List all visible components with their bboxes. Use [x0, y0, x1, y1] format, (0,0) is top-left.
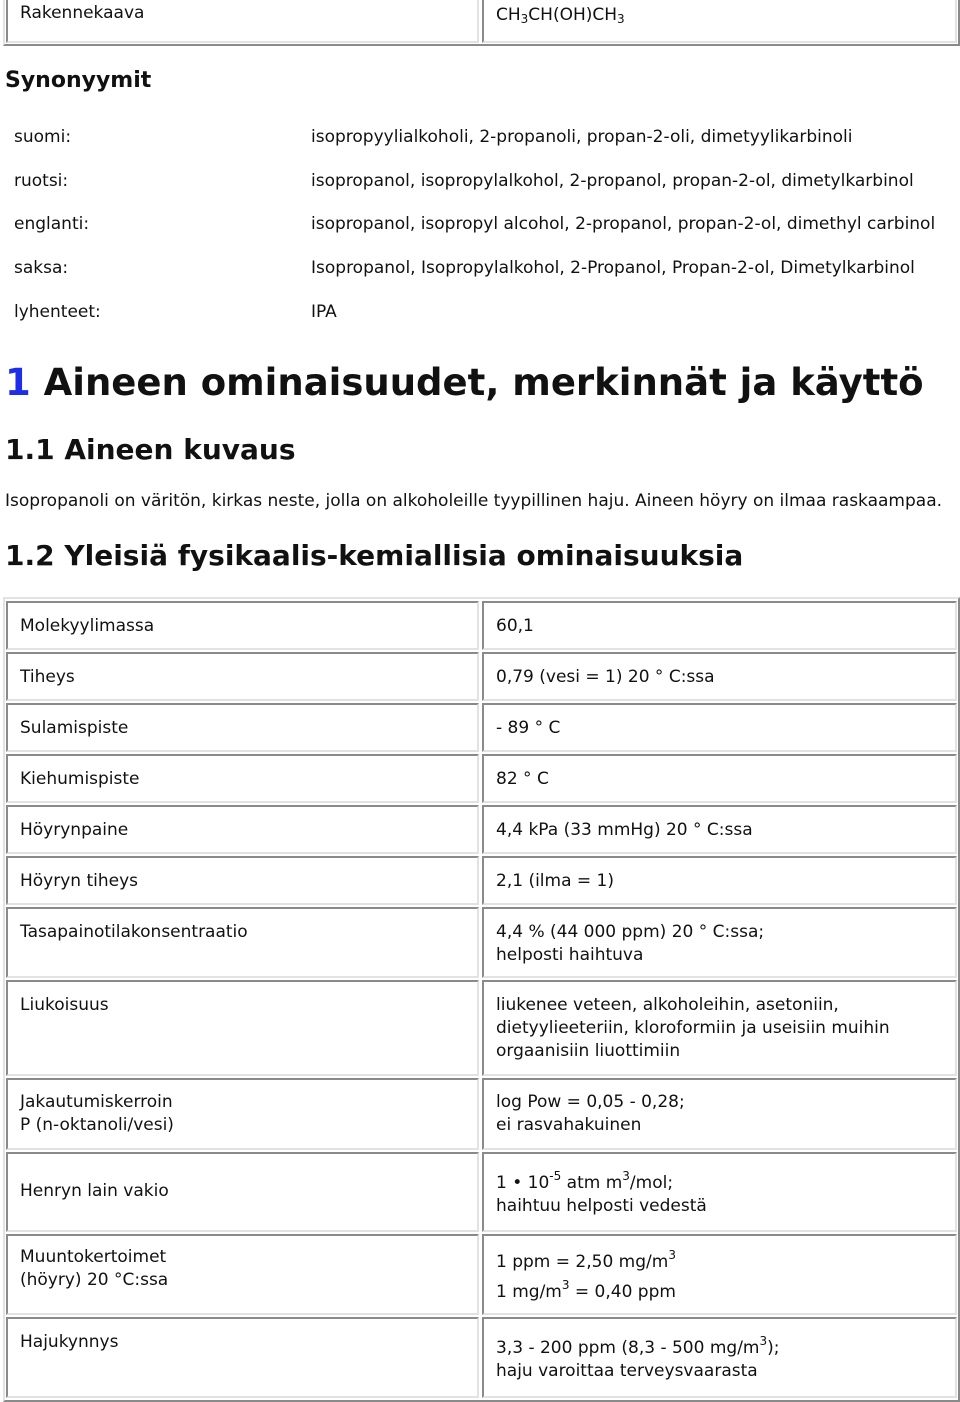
melting-point-label: Sulamispiste: [20, 718, 129, 738]
prop-value-cell: [482, 1317, 957, 1398]
prop-value-cell: [482, 856, 957, 905]
synonym-value-en: isopropanol, isopropyl alcohol, 2-propanol, propan-2-ol, dimethyl carbinol: [311, 214, 936, 234]
vapor-pressure-value: 4,4 kPa (33 mmHg) 20 ° C:ssa: [496, 820, 753, 840]
formula-value: $CH_3CH(OH)CH_3$: [496, 5, 625, 26]
prop-label-cell: [6, 601, 479, 650]
partition-label-line: Jakautumiskerroin: [20, 1092, 173, 1112]
prop-value-cell: [482, 703, 957, 752]
equilibrium-label: Tasapainotilakonsentraatio: [20, 922, 248, 942]
prop-value-cell: [482, 1152, 957, 1232]
melting-point-value: - 89 ° C: [496, 718, 561, 738]
synonym-value-fi: isopropyylialkoholi, 2-propanoli, propan-2-oli, dimetyylikarbinoli: [311, 127, 853, 147]
section-1-heading: [5, 361, 924, 405]
boiling-point-label: Kiehumispiste: [20, 769, 140, 789]
synonym-value-abbr: IPA: [311, 302, 337, 322]
section-1-number: 1: [5, 361, 31, 404]
vapor-density-label: Höyryn tiheys: [20, 871, 139, 891]
equilibrium-value-line: 4,4 % (44 000 ppm) 20 ° C:ssa;: [496, 922, 765, 942]
synonym-label-en: englanti:: [14, 214, 90, 234]
section-1-1-heading: 1.1 Aineen kuvaus: [5, 433, 296, 466]
prop-value-cell: [482, 1234, 957, 1315]
solubility-value-line: liukenee veteen, alkoholeihin, asetoniin,: [496, 995, 839, 1015]
prop-label-cell: [6, 907, 479, 978]
odor-threshold-value-line: haju varoittaa terveysvaarasta: [496, 1361, 758, 1381]
conversion-value-line: 1 ppm = 2,50 $mg/m^3$: [496, 1248, 676, 1272]
prop-value-cell: [482, 980, 957, 1076]
synonym-label-de: saksa:: [14, 258, 69, 278]
vapor-density-value: 2,1 (ilma = 1): [496, 871, 614, 891]
formula-value-cell: [482, 0, 957, 43]
formula-label: Rakennekaava: [20, 3, 145, 23]
odor-threshold-label: Hajukynnys: [20, 1332, 119, 1352]
prop-label-cell: [6, 980, 479, 1076]
prop-label-cell: [6, 652, 479, 701]
prop-label-cell: [6, 754, 479, 803]
molar-mass-value: 60,1: [496, 616, 534, 636]
prop-value-cell: [482, 754, 957, 803]
conversion-label-line: (höyry) 20 °C:ssa: [20, 1270, 169, 1290]
synonym-label-sv: ruotsi:: [14, 171, 69, 191]
density-value: 0,79 (vesi = 1) 20 ° C:ssa: [496, 667, 715, 687]
molar-mass-label: Molekyylimassa: [20, 616, 155, 636]
partition-value-line: ei rasvahakuinen: [496, 1115, 642, 1135]
prop-value-cell: [482, 805, 957, 854]
vapor-pressure-label: Höyrynpaine: [20, 820, 129, 840]
prop-value-cell: [482, 601, 957, 650]
odor-threshold-value-line: 3,3 - 200 ppm (8,3 - 500 $mg/m^3$);: [496, 1334, 780, 1358]
prop-label-cell: [6, 1078, 479, 1150]
section-1-2-heading: 1.2 Yleisiä fysikaalis-kemiallisia ominaisuuksia: [5, 539, 744, 572]
synonym-value-sv: isopropanol, isopropylalkohol, 2-propanol, propan-2-ol, dimetylkarbinol: [311, 171, 914, 191]
partition-value-line: log Pow = 0,05 - 0,28;: [496, 1092, 685, 1112]
synonym-label-fi: suomi:: [14, 127, 72, 147]
synonyms-heading: Synonyymit: [5, 68, 152, 93]
prop-label-cell: [6, 703, 479, 752]
henry-value-line: 1 • $10^{-5}$ atm $m^3$/mol;: [496, 1169, 674, 1193]
prop-label-cell: [6, 1317, 479, 1398]
section-1-title: Aineen ominaisuudet, merkinnät ja käyttö: [43, 361, 924, 404]
solubility-value-line: dietyylieeteriin, kloroformiin ja useisiin muihin: [496, 1018, 890, 1038]
boiling-point-value: 82 ° C: [496, 769, 549, 789]
prop-label-cell: [6, 1234, 479, 1315]
prop-label-cell: [6, 805, 479, 854]
partition-label-line: P (n-oktanoli/vesi): [20, 1115, 174, 1135]
conversion-value-line: 1 $mg/m^3 = 0,40$ ppm: [496, 1278, 676, 1302]
formula-label-cell: [6, 0, 479, 43]
henry-label: Henryn lain vakio: [20, 1181, 169, 1201]
synonym-value-de: Isopropanol, Isopropylalkohol, 2-Propanol, Propan-2-ol, Dimetylkarbinol: [311, 258, 915, 278]
synonym-label-abbr: lyhenteet:: [14, 302, 101, 322]
prop-value-cell: [482, 652, 957, 701]
conversion-label-line: Muuntokertoimet: [20, 1247, 167, 1267]
prop-label-cell: [6, 1152, 479, 1232]
solubility-label: Liukoisuus: [20, 995, 109, 1015]
density-label: Tiheys: [20, 667, 75, 687]
equilibrium-value-line: helposti haihtuva: [496, 945, 644, 965]
prop-value-cell: [482, 907, 957, 978]
prop-label-cell: [6, 856, 479, 905]
prop-value-cell: [482, 1078, 957, 1150]
substance-description: Isopropanoli on väritön, kirkas neste, jolla on alkoholeille tyypillinen haju. Aineen höyry on ilmaa raskaampaa.: [5, 491, 943, 511]
henry-value-line: haihtuu helposti vedestä: [496, 1196, 707, 1216]
solubility-value-line: orgaanisiin liuottimiin: [496, 1041, 681, 1061]
